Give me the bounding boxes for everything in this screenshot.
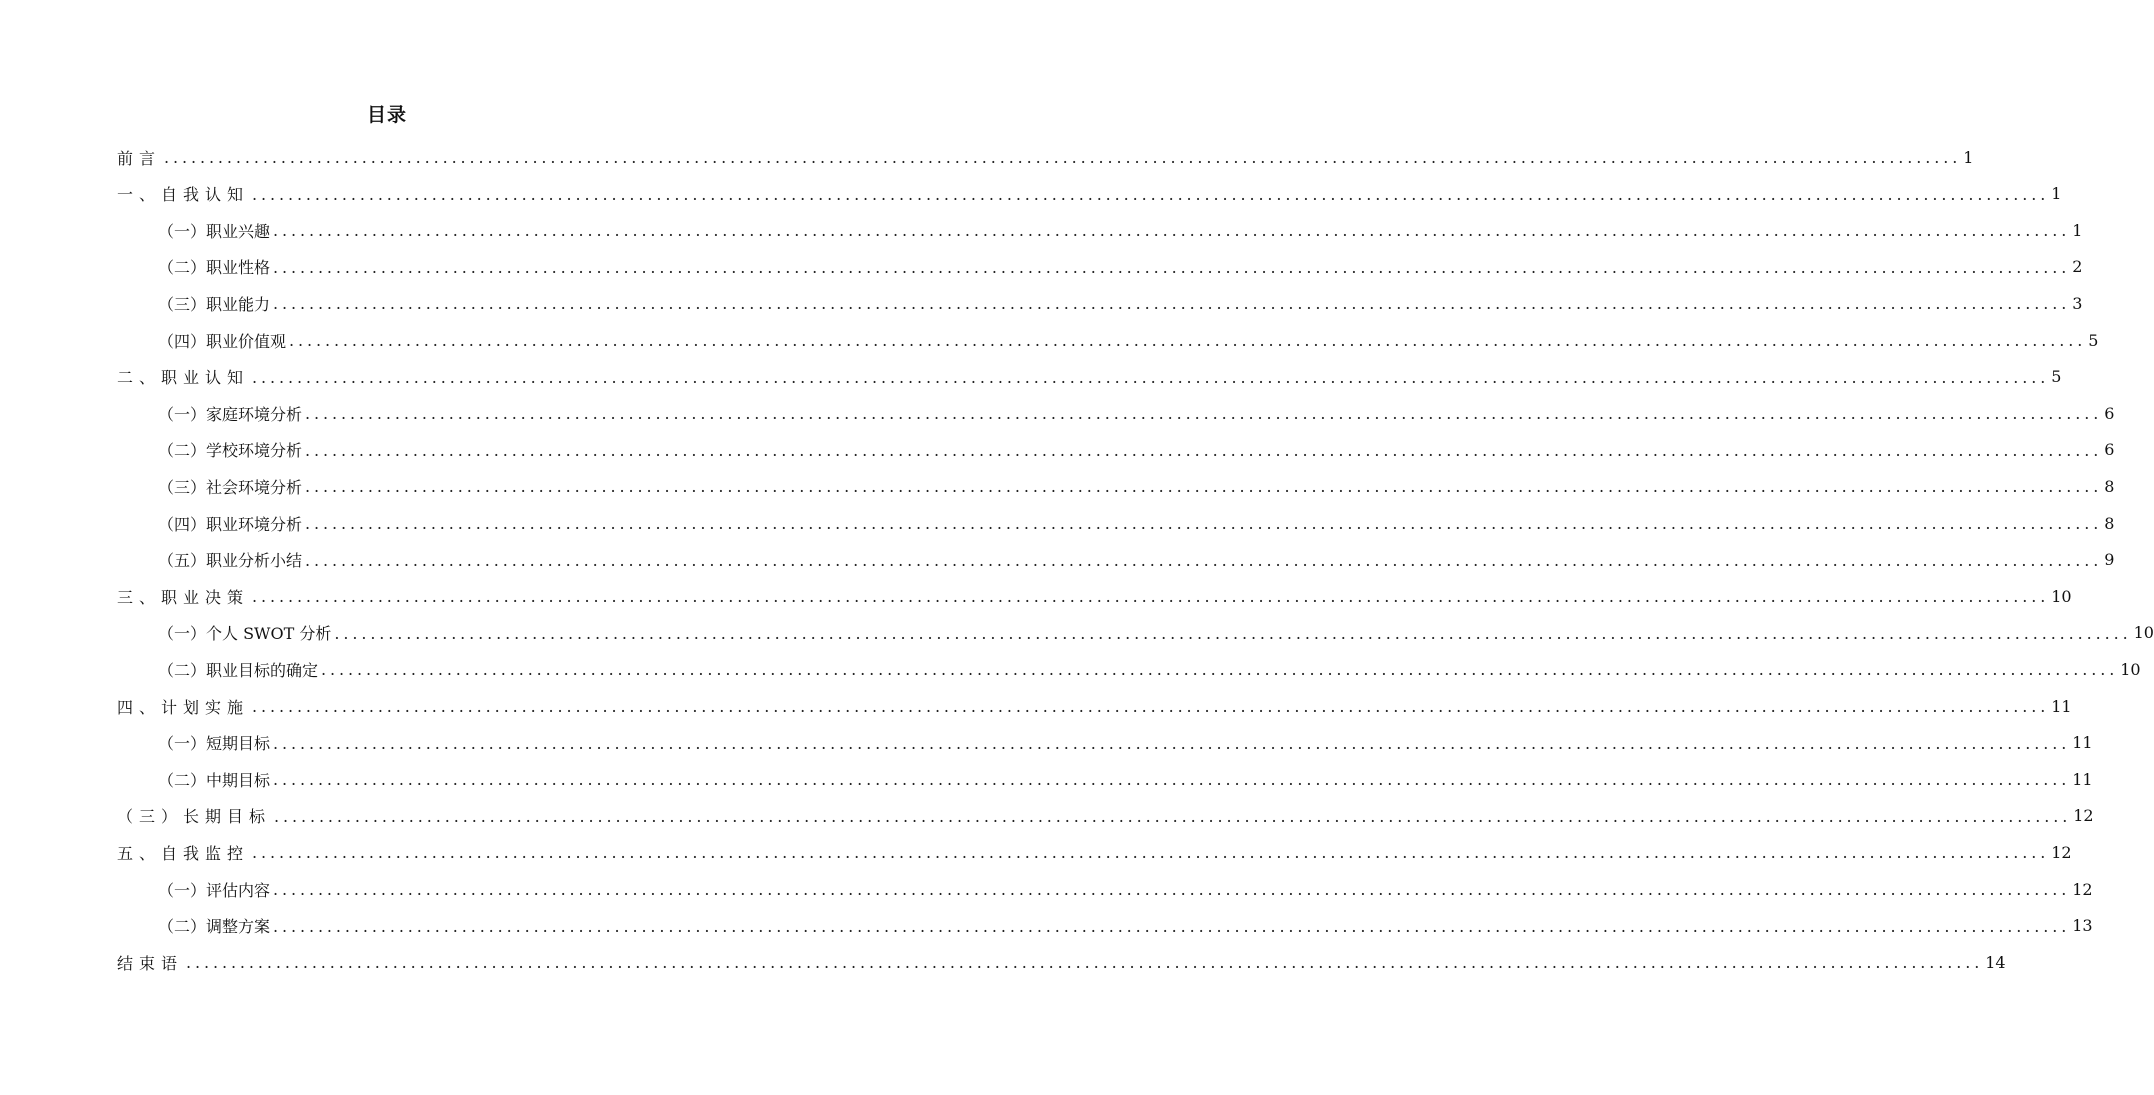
toc-leader-dots: ........................................................................................................................................................................................................ (252, 843, 2050, 863)
toc-entry[interactable] (0, 690, 2072, 722)
toc-entry-label: 结束语 (117, 953, 184, 973)
toc-entry-label: （一）职业兴趣 (158, 221, 271, 241)
toc-entry[interactable] (0, 434, 2115, 466)
toc-entry-label: （一）评估内容 (158, 880, 271, 900)
toc-page-number: 3 (2072, 293, 2083, 313)
toc-page-number: 8 (2104, 513, 2115, 533)
toc-page-number: 9 (2104, 550, 2115, 570)
toc-leader-dots: ........................................................................................................................................................................................................ (289, 331, 2087, 350)
toc-leader-dots: ........................................................................................................................................................................................................ (305, 477, 2103, 497)
toc-page-number: 1 (1963, 147, 1974, 167)
toc-page-number: 12 (2072, 879, 2093, 899)
toc-entry-label: 四、计划实施 (117, 697, 250, 717)
toc-page-number: 12 (2051, 842, 2072, 862)
toc-page-number: 10 (2051, 586, 2072, 606)
toc-entry[interactable] (0, 910, 2093, 942)
toc-leader-dots: ........................................................................................................................................................................................................ (305, 404, 2103, 424)
toc-entry[interactable] (0, 251, 2083, 283)
toc-entry[interactable] (0, 873, 2093, 905)
toc-page-number: 5 (2051, 367, 2062, 387)
toc-entry-label: 二、职业认知 (117, 368, 250, 388)
toc-entry[interactable] (0, 800, 2094, 832)
toc-leader-dots: ........................................................................................................................................................................................................ (252, 367, 2050, 387)
toc-leader-dots: ........................................................................................................................................................................................................ (305, 550, 2103, 570)
toc-page-number: 2 (2072, 257, 2083, 277)
toc-entry-label: （二）调整方案 (158, 917, 271, 937)
toc-leader-dots: ........................................................................................................................................................................................................ (273, 257, 2071, 277)
toc-page-number: 11 (2072, 733, 2093, 753)
toc-leader-dots: ........................................................................................................................................................................................................ (273, 221, 2071, 241)
toc-leader-dots: ........................................................................................................................................................................................................ (305, 440, 2103, 460)
toc-entry-label: （三）社会环境分析 (158, 477, 303, 497)
toc-entry-label: （四）职业价值观 (158, 331, 287, 351)
toc-leader-dots: ........................................................................................................................................................................................................ (273, 916, 2071, 936)
toc-leader-dots: ........................................................................................................................................................................................................ (321, 660, 2119, 680)
toc-entry-label: 五、自我监控 (117, 843, 250, 863)
toc-page-number: 8 (2104, 476, 2115, 496)
toc-entry-label: （五）职业分析小结 (158, 551, 303, 571)
toc-entry[interactable] (0, 946, 2006, 978)
toc-entry-label: （三）长期目标 (117, 807, 272, 827)
toc-page-number: 12 (2073, 806, 2094, 826)
toc-entry-label: （一）个人 SWOT 分析 (158, 624, 332, 644)
toc-entry[interactable] (0, 653, 2141, 685)
toc-leader-dots: ........................................................................................................................................................................................................ (186, 953, 1984, 973)
toc-entry[interactable] (0, 836, 2072, 868)
toc-entry-label: （一）短期目标 (158, 734, 271, 754)
toc-entry-label: （三）职业能力 (158, 294, 271, 314)
toc-leader-dots: ........................................................................................................................................................................................................ (273, 880, 2071, 899)
toc-entry-label: 前言 (117, 148, 162, 168)
toc-entry[interactable] (0, 617, 2154, 649)
toc-entry[interactable] (0, 141, 1974, 173)
toc-page-number: 5 (2088, 330, 2099, 350)
toc-leader-dots: ........................................................................................................................................................................................................ (273, 770, 2071, 790)
toc-leader-dots: ........................................................................................................................................................................................................ (334, 623, 2132, 643)
toc-leader-dots: ........................................................................................................................................................................................................ (252, 184, 2050, 204)
toc-page-number: 1 (2072, 220, 2083, 240)
toc-entry-label: （四）职业环境分析 (158, 514, 303, 534)
toc-page-number: 1 (2051, 184, 2062, 204)
toc-leader-dots: ........................................................................................................................................................................................................ (305, 514, 2103, 533)
toc-page-number: 6 (2104, 403, 2115, 423)
toc-page-number: 10 (2133, 623, 2154, 643)
toc-page-number: 6 (2104, 440, 2115, 460)
toc-leader-dots: ........................................................................................................................................................................................................ (164, 148, 1962, 167)
toc-page-number: 10 (2120, 659, 2141, 679)
toc-leader-dots: ........................................................................................................................................................................................................ (273, 294, 2071, 314)
toc-entry[interactable] (0, 470, 2115, 502)
toc-entry-label: （一）家庭环境分析 (158, 404, 303, 424)
toc-page-number: 11 (2051, 696, 2072, 716)
toc-leader-dots: ........................................................................................................................................................................................................ (252, 697, 2050, 716)
toc-entry[interactable] (0, 763, 2093, 795)
toc-entry[interactable] (0, 287, 2083, 319)
toc-entry[interactable] (0, 727, 2093, 759)
toc-leader-dots: ........................................................................................................................................................................................................ (252, 587, 2050, 607)
toc-entry[interactable] (0, 178, 2062, 210)
toc-entry[interactable] (0, 214, 2083, 246)
toc-page-number: 13 (2072, 916, 2093, 936)
toc-entry-label: （二）学校环境分析 (158, 441, 303, 461)
toc-page-number: 11 (2072, 769, 2093, 789)
toc-leader-dots: ........................................................................................................................................................................................................ (274, 806, 2072, 826)
toc-entry[interactable] (0, 397, 2115, 429)
toc-entry[interactable] (0, 324, 2099, 356)
toc-entry-label: 三、职业决策 (117, 587, 250, 607)
toc-leader-dots: ........................................................................................................................................................................................................ (273, 733, 2071, 753)
toc-page-number: 14 (1985, 952, 2006, 972)
toc-entry[interactable] (0, 507, 2115, 539)
toc-entry[interactable] (0, 544, 2115, 576)
toc-entry-label: 一、自我认知 (117, 185, 250, 205)
toc-entry-label: （二）职业目标的确定 (158, 660, 319, 680)
toc-entry[interactable] (0, 361, 2062, 393)
toc-entry-label: （二）职业性格 (158, 258, 271, 278)
toc-entry-label: （二）中期目标 (158, 770, 271, 790)
toc-entry[interactable] (0, 580, 2072, 612)
toc-title: 目录 (366, 104, 407, 126)
